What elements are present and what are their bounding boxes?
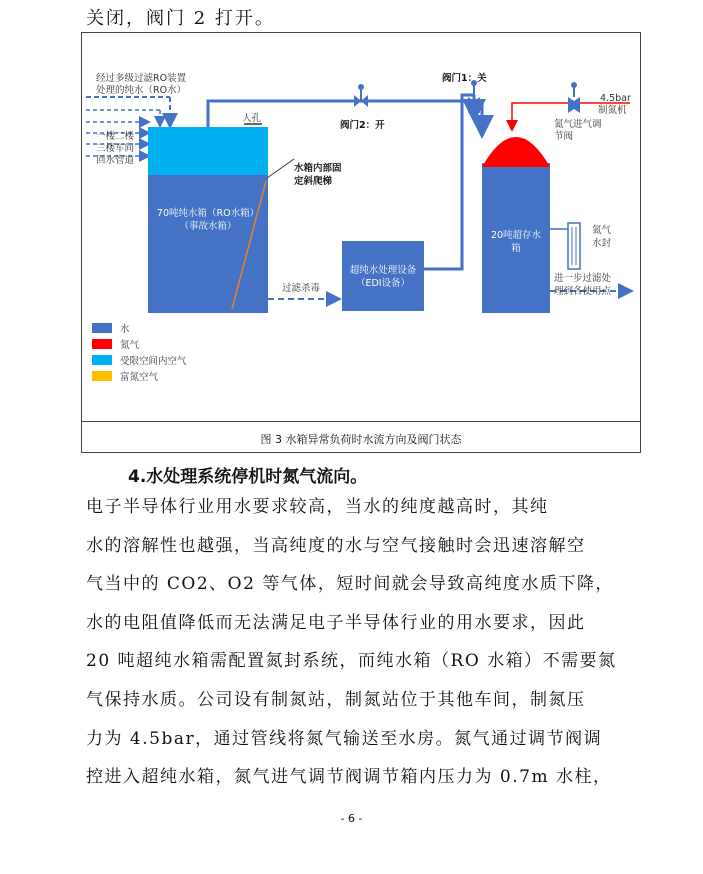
caption-divider bbox=[82, 421, 640, 422]
return-label-2: 三楼车间 bbox=[96, 143, 135, 154]
paragraph-line: 20 吨超纯水箱需配置氮封系统，而纯水箱（RO 水箱）不需要氮 bbox=[86, 651, 617, 672]
tank-nitrogen-dome bbox=[482, 137, 550, 167]
legend-swatch-water bbox=[92, 323, 112, 333]
ladder-pointer bbox=[267, 159, 294, 178]
legend-swatch-nitrogen bbox=[92, 339, 112, 349]
n2-maker-label-2: 制氮机 bbox=[598, 105, 627, 116]
ro-source-label-1: 经过多级过滤RO装置 bbox=[96, 73, 187, 84]
paragraph-line: 力为 4.5bar，通过管线将氮气输送至水房。氮气通过调节阀调 bbox=[86, 728, 603, 749]
n2-valve-label-1: 氮气进气调 bbox=[554, 119, 602, 130]
paragraph-line: 气当中的 CO2、O2 等气体，短时间就会导致高纯度水质下降， bbox=[86, 574, 614, 595]
ladder-label-2: 定斜爬梯 bbox=[294, 176, 333, 187]
page-number: - 6 - bbox=[340, 812, 363, 825]
legend-label-nitrogen: 氮气 bbox=[120, 340, 140, 351]
valve1-label: 阀门1：关 bbox=[442, 73, 487, 84]
tank20-label-1: 20吨超存水 bbox=[490, 230, 542, 241]
further-label-1: 进一步过滤处 bbox=[554, 273, 612, 284]
legend-swatch-confined-air bbox=[92, 355, 112, 365]
tank-air-space bbox=[148, 127, 268, 175]
return-label-1: 一楼二楼 bbox=[96, 131, 135, 142]
top-text: 关闭，阀门 2 打开。 bbox=[86, 8, 275, 29]
paragraph-line: 气保持水质。公司设有制氮站，制氮站位于其他车间，制氮压 bbox=[86, 689, 586, 710]
n2-seal-label-2: 水封 bbox=[592, 238, 612, 249]
nitrogen-water-seal bbox=[550, 223, 580, 269]
ladder-label-1: 水箱内部固 bbox=[294, 163, 342, 174]
legend-label-nitrogen-rich-air: 富氮空气 bbox=[120, 372, 159, 383]
water-flow-diagram bbox=[82, 33, 642, 421]
legend-label-water: 水 bbox=[120, 324, 130, 335]
ro-source-label-2: 处理的纯水（RO水） bbox=[96, 85, 187, 96]
edi-equipment bbox=[342, 241, 424, 311]
n2-maker-label-1: 4.5bar bbox=[600, 93, 631, 104]
paragraph-line: 水的溶解性也越强，当高纯度的水与空气接触时会迅速溶解空 bbox=[86, 535, 586, 556]
body-paragraph bbox=[86, 488, 631, 797]
legend-swatch-nitrogen-rich-air bbox=[92, 371, 112, 381]
n2-seal-label-1: 氮气 bbox=[592, 225, 612, 236]
edi-label-2: （EDI设备） bbox=[355, 278, 411, 289]
valve2-label: 阀门2：开 bbox=[340, 120, 385, 131]
filter-label: 过滤杀毒 bbox=[282, 283, 321, 294]
tank70-label-2: （事故水箱） bbox=[179, 221, 237, 232]
legend-label-confined-air: 受限空间内空气 bbox=[120, 356, 187, 367]
section-heading: 4.水处理系统停机时氮气流向。 bbox=[128, 467, 368, 487]
paragraph-line: 水的电阻值降低而无法满足电子半导体行业的用水要求，因此 bbox=[86, 612, 586, 633]
tank20-label-2: 箱 bbox=[511, 243, 521, 254]
return-label-3: 回水管道 bbox=[96, 155, 135, 166]
paragraph-line: 控进入超纯水箱，氮气进气调节阀调节箱内压力为 0.7m 水柱， bbox=[86, 767, 612, 788]
manhole-label: 人孔 bbox=[242, 113, 262, 124]
valve-2-icon bbox=[354, 84, 368, 107]
n2-valve-label-2: 节阀 bbox=[554, 131, 574, 142]
legend bbox=[92, 323, 187, 383]
tank70-label-1: 70吨纯水箱（RO水箱） bbox=[156, 208, 260, 219]
further-label-2: 理到各使用点 bbox=[554, 286, 612, 297]
figure-frame bbox=[81, 32, 641, 453]
paragraph-line: 电子半导体行业用水要求较高，当水的纯度越高时，其纯 bbox=[86, 497, 549, 517]
edi-label-1: 超纯水处理设备 bbox=[349, 265, 417, 276]
figure-caption: 图 3 水箱异常负荷时水流方向及阀门状态 bbox=[260, 433, 462, 446]
nitrogen-valve-icon bbox=[568, 82, 580, 113]
